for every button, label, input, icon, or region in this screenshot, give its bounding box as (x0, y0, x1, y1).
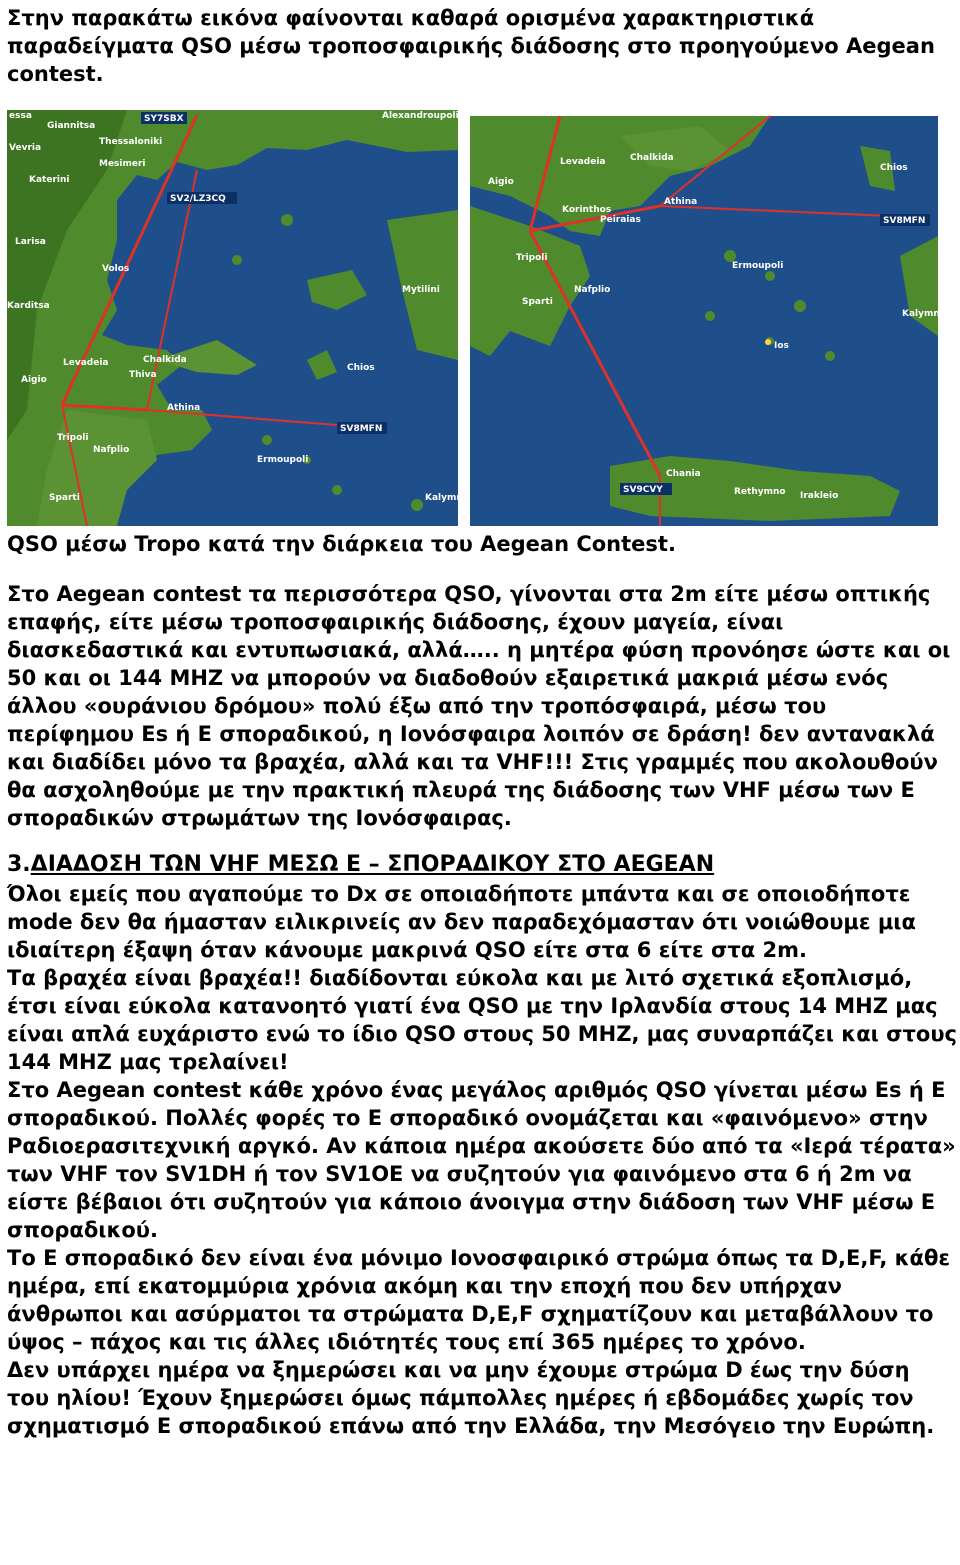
left-place-19: Ermoupoli (257, 455, 309, 465)
body-paragraph-4: Το E σποραδικό δεν είναι ένα μόνιμο Ιονοσφαιρικό στρώμα όπως τα D,E,F, κάθε ημέρα, επί εκατομμύρια χρόνια ακόμη και την εποχή που δεν υπήρχαν άνθρωποι και ασύρματοι τα στρώματα D,E,F σχηματίζουν και μεταβάλλουν το ύψος – πάχος και τις άλλες ιδιότητές τους επί 365 ημέρες το χρόνο. (7, 1246, 951, 1354)
left-call-1: SY7SBX (144, 114, 184, 124)
right-place-11: Kalymn (902, 309, 940, 319)
left-place-1: Giannitsa (47, 121, 96, 131)
left-place-20: Sparti (49, 493, 80, 503)
paragraph-aegean: Στο Aegean contest τα περισσότερα QSO, γίνονται στα 2m είτε μέσω οπτικής επαφής, είτε μέσω τροποσφαιρικής διάδοσης, έχουν μαγεία, είναι διασκεδαστικά και εντυπωσιακά, αλλά….. η μητέρα φύση προνόησε ώστε και οι 50 και οι 144 MHZ να μπορούν να διαδοθούν εξαιρετικά μακριά μέσω ενός άλλου «ουράνιου δρόμου» πολύ έξω από την τροπόσφαιρά, μέσω του περίφημου Es ή E σποραδικού, η Ιονόσφαιρα λοιπόν σε δράση! δεν αντανακλά και διαδίδει μόνο τα βραχέα, αλλά και τα VHF!!! Στις γραμμές που ακολουθούν θα ασχοληθούμε με την πρακτική πλευρά της διάδοσης των VHF μέσω των E σποραδικών στρωμάτων της Ιονόσφαιρας. (7, 582, 951, 830)
right-place-15: Irakleio (800, 491, 839, 501)
left-place-10: Karditsa (7, 301, 50, 311)
right-place-10: Sparti (522, 297, 553, 307)
right-call-2: SV9CVY (623, 485, 663, 495)
right-place-4: Peiraias (600, 215, 641, 225)
section-heading (7, 850, 957, 880)
right-place-14: Rethymno (734, 487, 786, 497)
left-place-11: Chalkida (143, 355, 187, 365)
left-place-8: Volos (102, 264, 130, 274)
left-place-13: Thiva (129, 370, 157, 380)
left-place-2: Thessaloniki (99, 137, 163, 147)
right-place-12: Ios (774, 341, 789, 351)
right-place-1: Chalkida (630, 153, 674, 163)
left-place-14: Chios (347, 363, 375, 373)
right-place-9: Ermoupoli (732, 261, 784, 271)
left-call-3: SV8MFN (340, 424, 383, 434)
map-figures (7, 110, 957, 528)
left-place-15: Aigio (21, 375, 47, 385)
right-place-6: Chios (880, 163, 908, 173)
right-call-1: SV8MFN (883, 216, 926, 226)
right-place-2: Aigio (488, 177, 514, 187)
body-paragraph-2: Τα βραχέα είναι βραχέα!! διαδίδονται εύκολα και με λιτό σχετικά εξοπλισμό, έτσι είναι εύκολα κατανοητό γιατί ένα QSO με την Ιρλανδία στους 14 MHZ μας είναι απλά ευχάριστο ενώ το ίδιο QSO στους 50 MHZ, μας συναρπάζει και στους 144 MHZ μας τρελαίνει! (7, 966, 957, 1074)
left-place-16: Athina (167, 403, 201, 413)
right-tropo-map (470, 116, 938, 526)
left-place-21: Kalymn (425, 493, 463, 503)
body-paragraph-3: Στο Aegean contest κάθε χρόνο ένας μεγάλος αριθμός QSO γίνεται μέσω Es ή E σποραδικού. Πολλές φορές το E σποραδικό ονομάζεται και «φαινόμενο» στην Ραδιοερασιτεχνική αργκό. Αν κάποια ημέρα ακούσετε δύο από τα «Ιερά τέρατα» των VHF τον SV1DH ή τον SV1OE να συζητούν για φαινόμενο στα 6 ή 2m να είστε βέβαιοι ότι συζητούν για κάποιο άνοιγμα στην διάδοση των VHF μέσω E σποραδικού. (7, 1078, 956, 1242)
left-place-7: Larisa (15, 237, 46, 247)
section-title: ΔΙΑΔΟΣΗ ΤΩΝ VHF ΜΕΣΩ E – ΣΠΟΡΑΔΙΚΟΥ ΣΤΟ AEGEAN (30, 852, 715, 877)
right-place-5: Athina (664, 197, 698, 207)
left-place-6: Katerini (29, 175, 70, 185)
left-place-12: Levadeia (63, 358, 109, 368)
left-call-2: SV2/LZ3CQ (170, 194, 226, 204)
right-place-8: Nafplio (574, 285, 611, 295)
left-tropo-map (7, 110, 463, 526)
right-place-13: Chania (666, 469, 701, 479)
left-place-18: Nafplio (93, 445, 130, 455)
right-map-svg (470, 116, 938, 526)
left-place-5: Mesimeri (99, 159, 146, 169)
body-paragraph-1: Όλοι εμείς που αγαπούμε το Dx σε οποιαδήποτε μπάντα και σε οποιοδήποτε mode δεν θα ήμασταν ειλικρινείς αν δεν παραδεχόμασταν ότι νοιώθουμε μια ιδιαίτερη έξαψη όταν κάνουμε μακρινά QSO είτε στα 6 είτε στα 2m. (7, 882, 916, 962)
left-place-4: Vevria (9, 143, 42, 153)
section-body (7, 880, 957, 1440)
left-place-17: Tripoli (57, 433, 89, 443)
figure-caption: QSO μέσω Tropo κατά την διάρκεια του Aegean Contest. (7, 532, 676, 556)
right-place-7: Tripoli (516, 253, 548, 263)
left-place-3: Alexandroupoli (382, 111, 459, 121)
left-place-9: Mytilini (402, 285, 440, 295)
right-place-0: Levadeia (560, 157, 606, 167)
intro-paragraph: Στην παρακάτω εικόνα φαίνονται καθαρά ορισμένα χαρακτηριστικά παραδείγματα QSO μέσω τροποσφαιρικής διάδοσης στο προηγούμενο Aegean contest. (7, 6, 935, 86)
right-place-3: Korinthos (562, 205, 612, 215)
body-paragraph-5: Δεν υπάρχει ημέρα να ξημερώσει και να μην έχουμε στρώμα D έως την δύση του ηλίου! Έχουν ξημερώσει όμως πάμπολλες ημέρες ή εβδομάδες χωρίς τον σχηματισμό E σποραδικού επάνω από την Ελλάδα, την Μεσόγειο την Ευρώπη. (7, 1358, 935, 1438)
section-number: 3. (7, 852, 31, 877)
left-map-svg (7, 110, 463, 526)
left-place-0: essa (9, 111, 32, 121)
document-page (7, 0, 957, 1440)
